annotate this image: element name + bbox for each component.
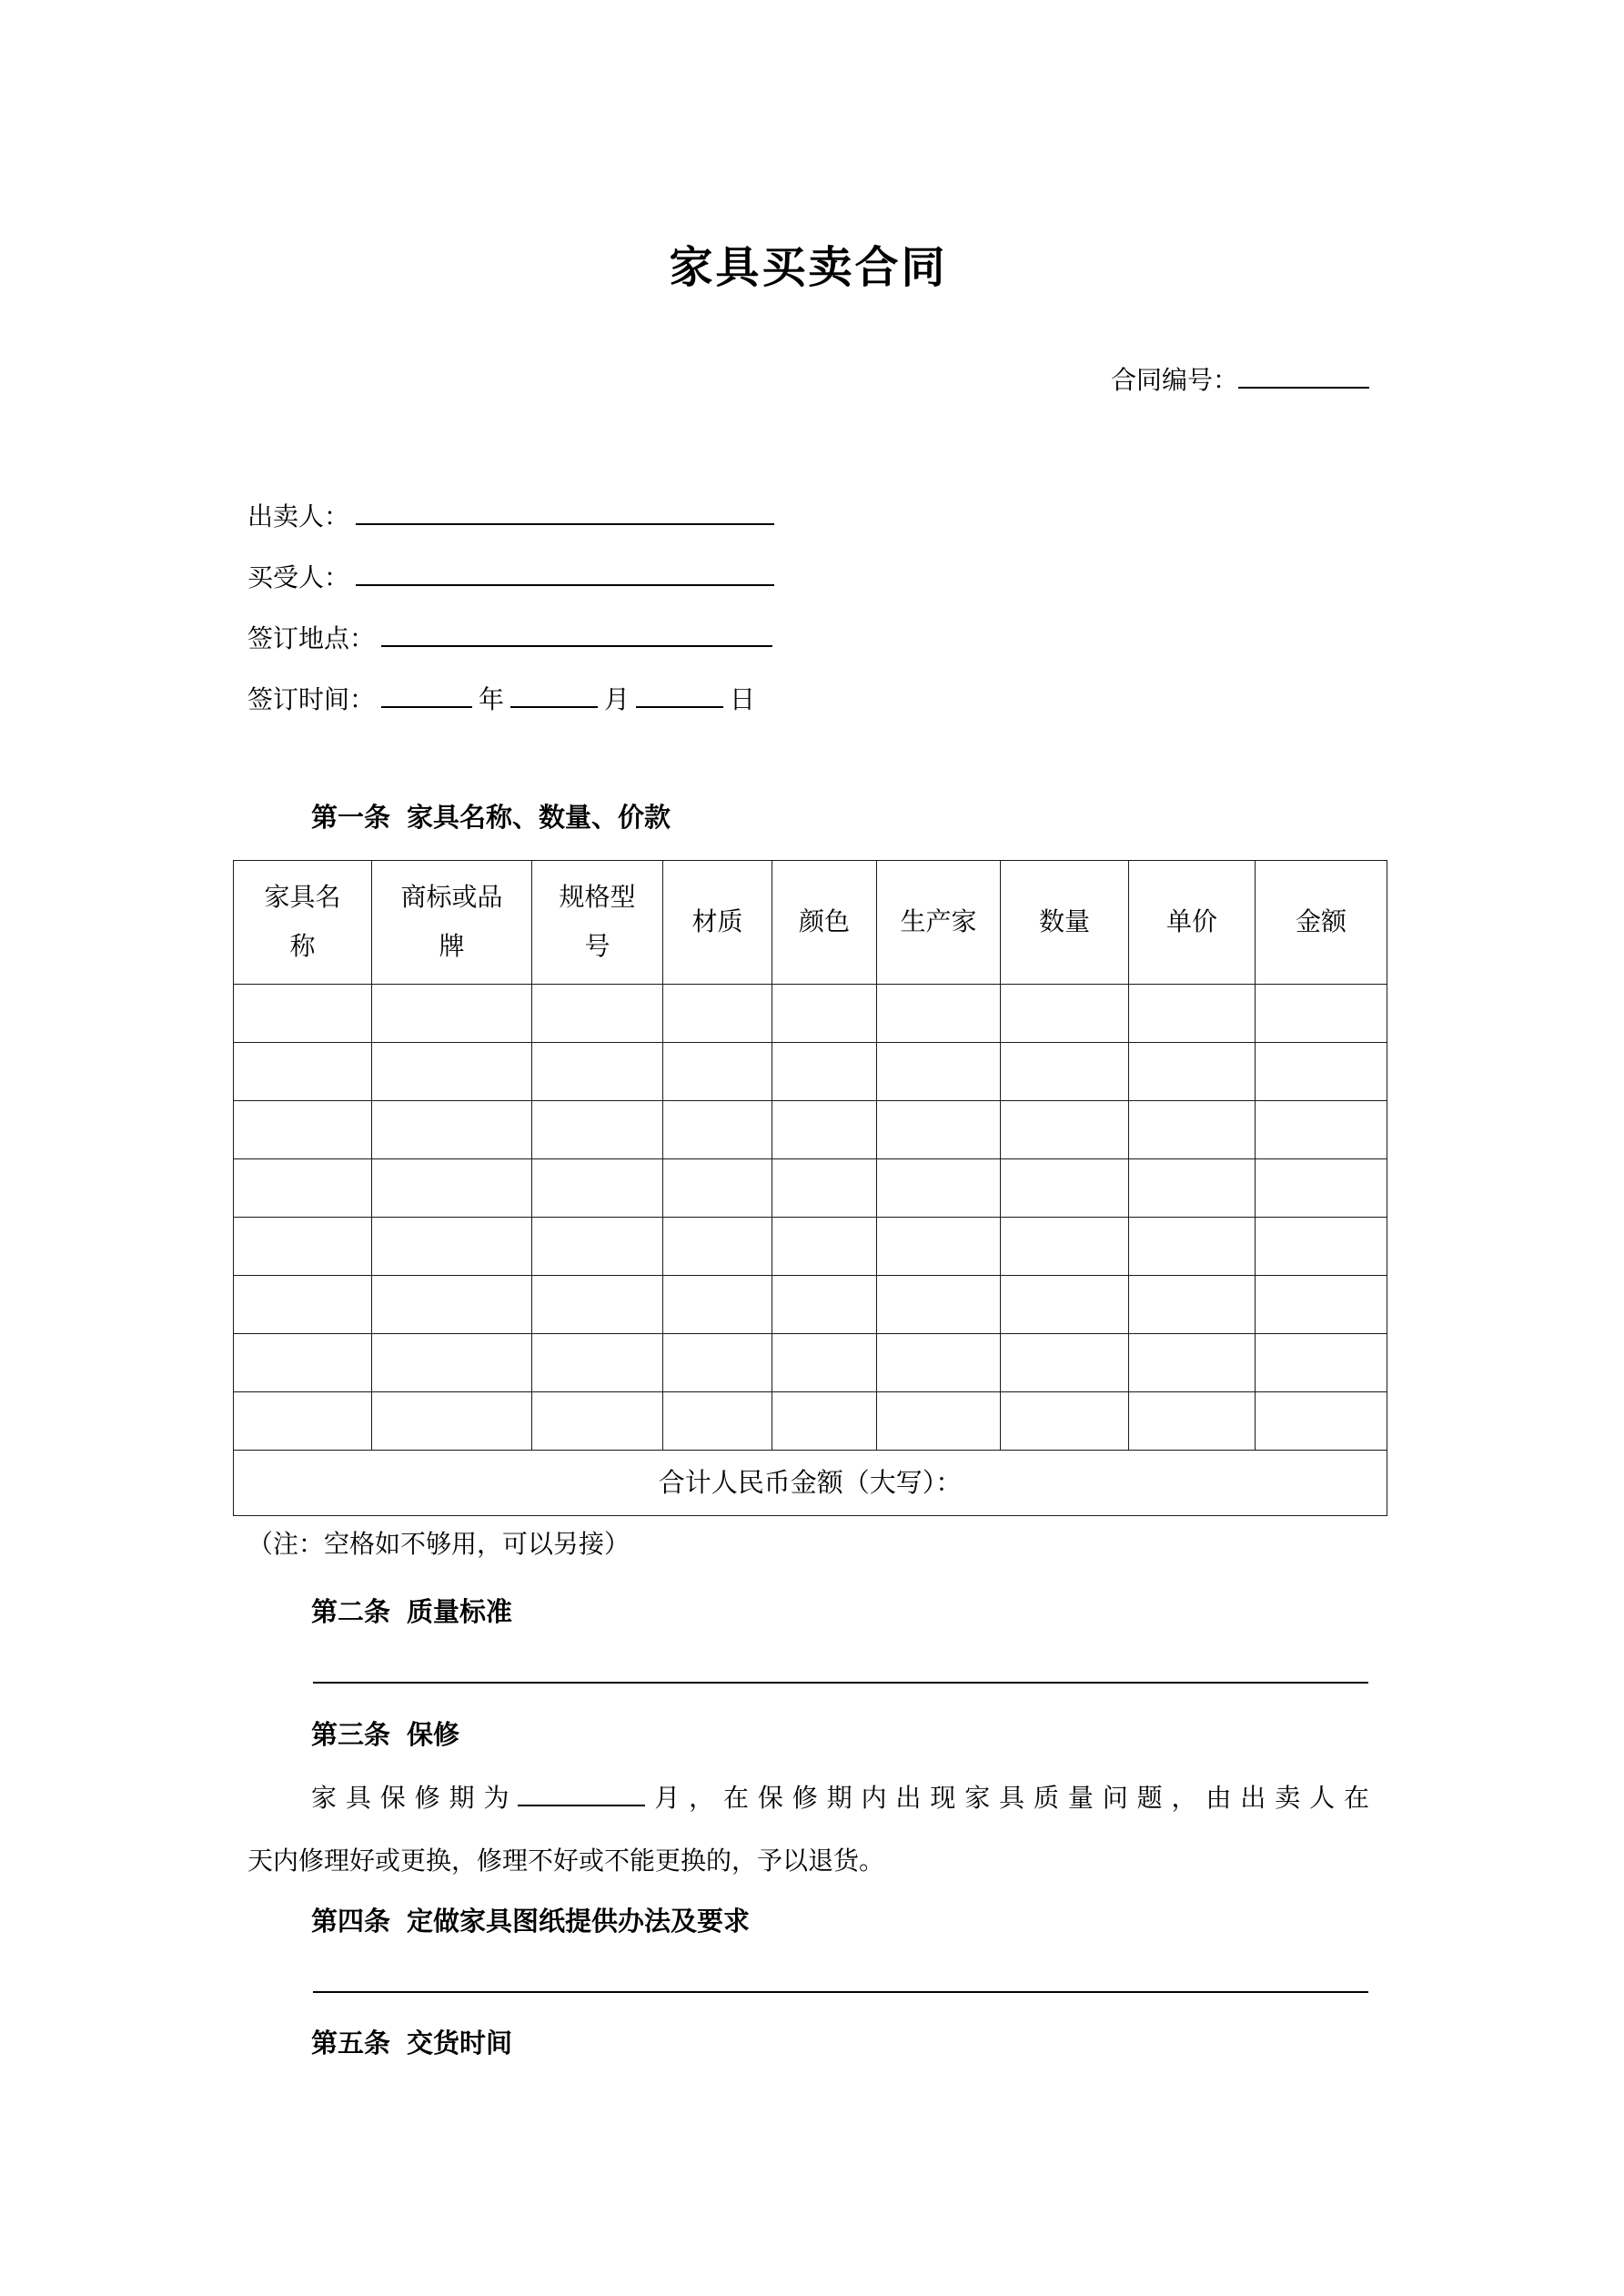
article2-heading [247, 1594, 1369, 1631]
contract-number-line [247, 361, 1369, 400]
goods-table-cell [234, 1218, 372, 1276]
goods-table-cell [1001, 1218, 1129, 1276]
article3-title: 保修 [407, 1721, 460, 1750]
goods-table-cell [372, 1276, 532, 1334]
goods-table-cell [234, 985, 372, 1043]
goods-table-cell [1256, 1159, 1387, 1218]
sign-time-label: 签订时间： [247, 686, 376, 714]
seller-blank [356, 498, 774, 525]
goods-table-cell [532, 1043, 663, 1101]
article3-heading [247, 1717, 1369, 1754]
year-suffix: 年 [479, 686, 505, 714]
goods-table [233, 860, 1387, 1516]
goods-table-cell [532, 985, 663, 1043]
goods-table-cell [772, 1334, 877, 1392]
article2-number: 第二条 [311, 1598, 391, 1627]
goods-table-cell [1001, 1276, 1129, 1334]
goods-table-cell [532, 1276, 663, 1334]
goods-table-cell [772, 1276, 877, 1334]
goods-table-cell [372, 1392, 532, 1451]
goods-table-cell [532, 1159, 663, 1218]
goods-table-cell [1001, 1392, 1129, 1451]
goods-table-header-row [234, 861, 1387, 985]
header-amount: 金额 [1256, 861, 1387, 985]
goods-table-empty-body [234, 985, 1387, 1451]
goods-table-total-row [234, 1451, 1387, 1516]
seller-label: 出卖人： [247, 503, 350, 531]
day-suffix: 日 [730, 686, 756, 714]
warranty-text-after: 月，在保修期内出现家具质量问题，由出卖人在 [645, 1785, 1369, 1813]
goods-table-cell [772, 985, 877, 1043]
total-amount-cell: 合计人民币金额（大写）： [234, 1451, 1387, 1516]
party-fields [247, 487, 1369, 731]
article2-blank-line [313, 1631, 1368, 1684]
goods-table-cell [1256, 1218, 1387, 1276]
header-producer: 生产家 [877, 861, 1001, 985]
article4-number: 第四条 [311, 1907, 391, 1937]
goods-table-cell [532, 1334, 663, 1392]
goods-table-cell [1129, 1334, 1256, 1392]
table-note: （注：空格如不够用，可以另接） [247, 1531, 630, 1559]
goods-table-cell [877, 1101, 1001, 1159]
header-spec-model: 规格型号 [532, 861, 663, 985]
goods-table-cell [877, 1334, 1001, 1392]
goods-table-cell [663, 1392, 772, 1451]
goods-table-cell [1129, 1159, 1256, 1218]
goods-table-cell [372, 985, 532, 1043]
goods-table-cell [663, 1043, 772, 1101]
goods-table-cell [663, 1159, 772, 1218]
goods-table-row [234, 985, 1387, 1043]
sign-time-day-blank [636, 681, 723, 708]
article5-title: 交货时间 [407, 2029, 513, 2058]
sign-time-month-blank [510, 681, 598, 708]
goods-table-cell [877, 1159, 1001, 1218]
goods-table-cell [372, 1101, 532, 1159]
article1-number: 第一条 [311, 804, 391, 833]
goods-table-cell [772, 1101, 877, 1159]
goods-table-cell [877, 1392, 1001, 1451]
goods-table-cell [772, 1218, 877, 1276]
header-unit-price: 单价 [1129, 861, 1256, 985]
sign-place-blank [381, 620, 772, 647]
goods-table-cell [663, 1218, 772, 1276]
field-sign-time [247, 670, 1369, 731]
goods-table-cell [1001, 1043, 1129, 1101]
goods-table-cell [372, 1159, 532, 1218]
article2-title: 质量标准 [407, 1598, 513, 1627]
header-quantity: 数量 [1001, 861, 1129, 985]
sign-time-year-blank [381, 681, 472, 708]
goods-table-cell [772, 1043, 877, 1101]
goods-table-cell [372, 1218, 532, 1276]
goods-table-cell [1129, 1043, 1256, 1101]
article5-heading [247, 2026, 1369, 2062]
warranty-months-blank [518, 1779, 645, 1806]
field-buyer [247, 548, 1369, 609]
goods-table-row [234, 1276, 1387, 1334]
field-sign-place [247, 609, 1369, 670]
goods-table-cell [772, 1159, 877, 1218]
article4-title: 定做家具图纸提供办法及要求 [407, 1907, 751, 1937]
goods-table-cell [877, 1276, 1001, 1334]
field-seller [247, 487, 1369, 548]
goods-table-row [234, 1159, 1387, 1218]
goods-table-cell [1001, 1101, 1129, 1159]
article5-number: 第五条 [311, 2029, 391, 2058]
goods-table-cell [877, 1043, 1001, 1101]
goods-table-cell [372, 1043, 532, 1101]
goods-table-row [234, 1392, 1387, 1451]
goods-table-cell [772, 1392, 877, 1451]
goods-table-cell [234, 1276, 372, 1334]
goods-table-cell [663, 1276, 772, 1334]
goods-table-cell [1256, 1392, 1387, 1451]
header-color: 颜色 [772, 861, 877, 985]
goods-table-cell [1256, 1276, 1387, 1334]
goods-table-cell [234, 1043, 372, 1101]
article3-number: 第三条 [311, 1721, 391, 1750]
page-title: 家具买卖合同 [669, 244, 948, 292]
goods-table-cell [1129, 985, 1256, 1043]
goods-table-cell [663, 1101, 772, 1159]
month-suffix: 月 [604, 686, 630, 714]
goods-table-cell [532, 1392, 663, 1451]
goods-table-cell [1256, 985, 1387, 1043]
goods-table-cell [1129, 1218, 1256, 1276]
goods-table-row [234, 1043, 1387, 1101]
goods-table-cell [1256, 1101, 1387, 1159]
goods-table-cell [1256, 1043, 1387, 1101]
article3-paragraph-line2: 天内修理好或更换，修理不好或不能更换的，予以退货。 [247, 1847, 885, 1876]
goods-table-row [234, 1218, 1387, 1276]
goods-table-cell [877, 985, 1001, 1043]
goods-table-cell [234, 1101, 372, 1159]
header-furniture-name: 家具名称 [234, 861, 372, 985]
contract-number-blank [1238, 361, 1369, 389]
goods-table-cell [234, 1159, 372, 1218]
goods-table-row [234, 1334, 1387, 1392]
contract-number-label: 合同编号： [1110, 367, 1238, 395]
article4-blank-line [313, 1940, 1368, 1993]
header-material: 材质 [663, 861, 772, 985]
buyer-label: 买受人： [247, 564, 350, 592]
goods-table-row [234, 1101, 1387, 1159]
sign-place-label: 签订地点： [247, 625, 376, 653]
goods-table-cell [234, 1392, 372, 1451]
goods-table-cell [372, 1334, 532, 1392]
goods-table-cell [532, 1218, 663, 1276]
buyer-blank [356, 559, 774, 586]
goods-table-cell [1001, 985, 1129, 1043]
goods-table-cell [663, 1334, 772, 1392]
goods-table-cell [877, 1218, 1001, 1276]
goods-table-cell [1129, 1392, 1256, 1451]
goods-table-cell [663, 985, 772, 1043]
goods-table-cell [1256, 1334, 1387, 1392]
article1-title: 家具名称、数量、价款 [407, 804, 671, 833]
article1-heading [247, 800, 1369, 836]
warranty-text-before: 家具保修期为 [311, 1785, 519, 1813]
goods-table-cell [1001, 1159, 1129, 1218]
goods-table-cell [1001, 1334, 1129, 1392]
article3-paragraph-line1 [247, 1767, 1369, 1830]
article4-heading [247, 1904, 1369, 1940]
header-brand: 商标或品牌 [372, 861, 532, 985]
goods-table-cell [1129, 1101, 1256, 1159]
goods-table-cell [234, 1334, 372, 1392]
goods-table-cell [1129, 1276, 1256, 1334]
goods-table-cell [532, 1101, 663, 1159]
